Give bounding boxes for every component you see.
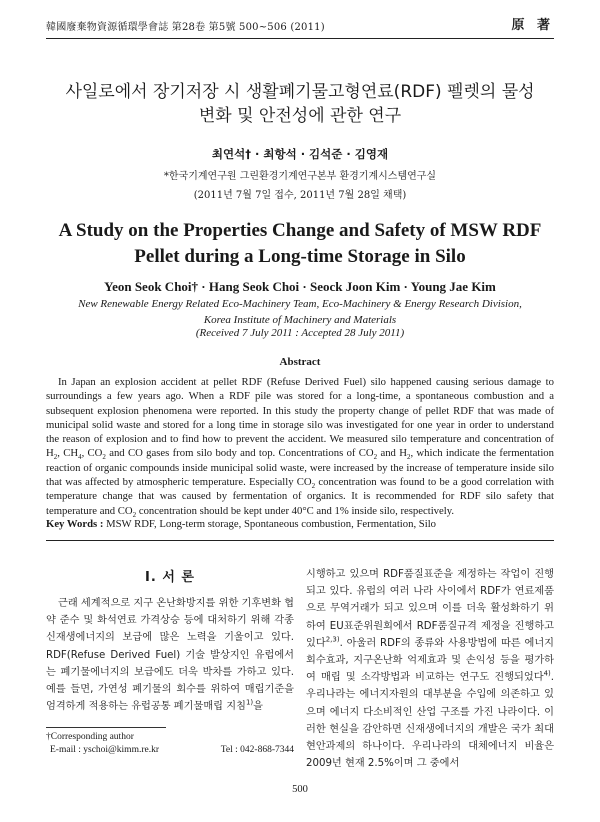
- header-rule: [46, 38, 554, 39]
- korean-authors: 최연석† · 최항석 · 김석준 · 김영재: [211, 147, 389, 161]
- intro-paragraph-left: 근래 세계적으로 지구 온난화방지를 위한 기후변화 협약 준수 및 화석연료 가격상승 등에 대처하기 위해 각종 신재생에너지의 보급에 많은 노력을 기울이고 있다. RDF(Refuse Derived Fuel) 기술 발상지인 유럽에서는 폐기물에너지의 보급에도 더욱 박차를 가하고 있다. 예를 들면, 가연성 폐기물의 회수를 위하여 매립기준을 엄격하게 적용하는 유럽공통 폐기물매립 지침$^{1)}$을: [46, 598, 294, 713]
- korean-affiliation: *한국기계연구원 그린환경기계연구본부 환경기계시스템연구실: [163, 171, 437, 182]
- english-authors: Yeon Seok Choi† · Hang Seok Choi · Seock Joon Kim · Young Jae Kim: [104, 279, 496, 294]
- keywords-list: MSW RDF, Long-term storage, Spontaneous combustion, Fermentation, Silo: [103, 518, 437, 530]
- korean-received-date: (2011년 7월 7일 접수, 2011년 7월 28일 채택): [193, 190, 407, 201]
- footnote-rule: [46, 727, 166, 728]
- running-header: [46, 14, 554, 36]
- abstract-body: In Japan an explosion accident at pellet RDF (Refuse Derived Fuel) silo happened causing serious damage to surroundings a few years ago. When a RDF pile was stored for a long-time, a spontaneous combustion and a subsequent explosion phenomena were reported. In this study the property change of pellet RDF that was made of municipal solid waste and stored for a long time in storage silo was investigated for one year in order to understand the reason of explosion and to find how to prevent the accident. We measured silo temperature and concentration of $H_2$, $CH_4$, $CO_2$ and CO gases from silo body and top. Concentrations of $CO_2$ and $H_2$, which indicate the fermentation reaction of organic compounds inside municipal solid waste, were increased by the increase of temperature inside silo that was affected by atmospheric temperature. Especially $CO_2$ concentration was found to be a good correlation with temperature change that was caused by fermentation of organics. It is recommended for RDF silo safety that temperature and $CO_2$ concentration should be kept under 40°C and 1% inside silo, respectively.: [46, 376, 554, 519]
- keywords-rule: [46, 540, 554, 541]
- author-phone: Tel : 042-868-7344: [220, 745, 294, 755]
- author-email: E-mail : yschoi@kimm.re.kr: [50, 745, 160, 755]
- article-type-label: 原 著: [511, 18, 554, 33]
- footnote: [46, 731, 294, 757]
- section-title: I. 서 론: [145, 570, 195, 585]
- intro-paragraph-right: 시행하고 있으며 RDF품질표준을 제정하는 작업이 진행되고 있다. 유럽의 여러 나라 사이에서 RDF가 연료제품으로 무역거래가 되고 있으며 이를 더욱 활성화하기 위하여 EU표준위원회에서 RDF품질규격 제정을 진행하고 있다$^{2,3)}$. 아울러 RDF의 종류와 사용방법에 따른 에너지회수효과, 지구온난화 억제효과 및 손익성 등을 평가하여 매립 및 소각방법과 비교하는 연구도 진행되었다$^{4)}$. 우리나라는 에너지자원의 대부분을 수입에 의존하고 있으며 에너지 다소비적인 산업 구조를 가진 나라이다. 이러한 현실을 감안하면 신재생에너지의 개발은 국가 최대 현안과제의 하나이다. 우리나라의 대체에너지 비율은 2009년 현재 2.5%이며 그 중에서: [306, 569, 554, 770]
- keywords-label: Key Words :: [46, 518, 104, 530]
- affiliation-line-1: New Renewable Energy Related Eco-Machinery Team, Eco-Machinery & Energy Research Division,: [78, 298, 522, 310]
- english-affiliation: [40, 296, 560, 328]
- journal-citation: 韓國廢棄物資源循環學會誌 第28卷 第5號 500~506 (2011): [46, 22, 325, 33]
- corresponding-author-label: †Corresponding author: [46, 732, 134, 742]
- left-column: [46, 566, 294, 715]
- right-column: [306, 566, 554, 772]
- korean-title: 사일로에서 장기저장 시 생활폐기물고형연료(RDF) 펠렛의 물성변화 및 안전성에 관한 연구: [65, 82, 535, 126]
- keywords: [46, 518, 554, 530]
- abstract-heading: Abstract: [279, 356, 321, 368]
- english-received-date: (Received 7 July 2011 : Accepted 28 July 2011): [195, 327, 405, 339]
- affiliation-line-2: Korea Institute of Machinery and Materials: [203, 314, 397, 326]
- english-title: A Study on the Properties Change and Safety of MSW RDF Pellet during a Long-time Storage in Silo: [58, 220, 542, 267]
- page-number: 500: [292, 784, 308, 795]
